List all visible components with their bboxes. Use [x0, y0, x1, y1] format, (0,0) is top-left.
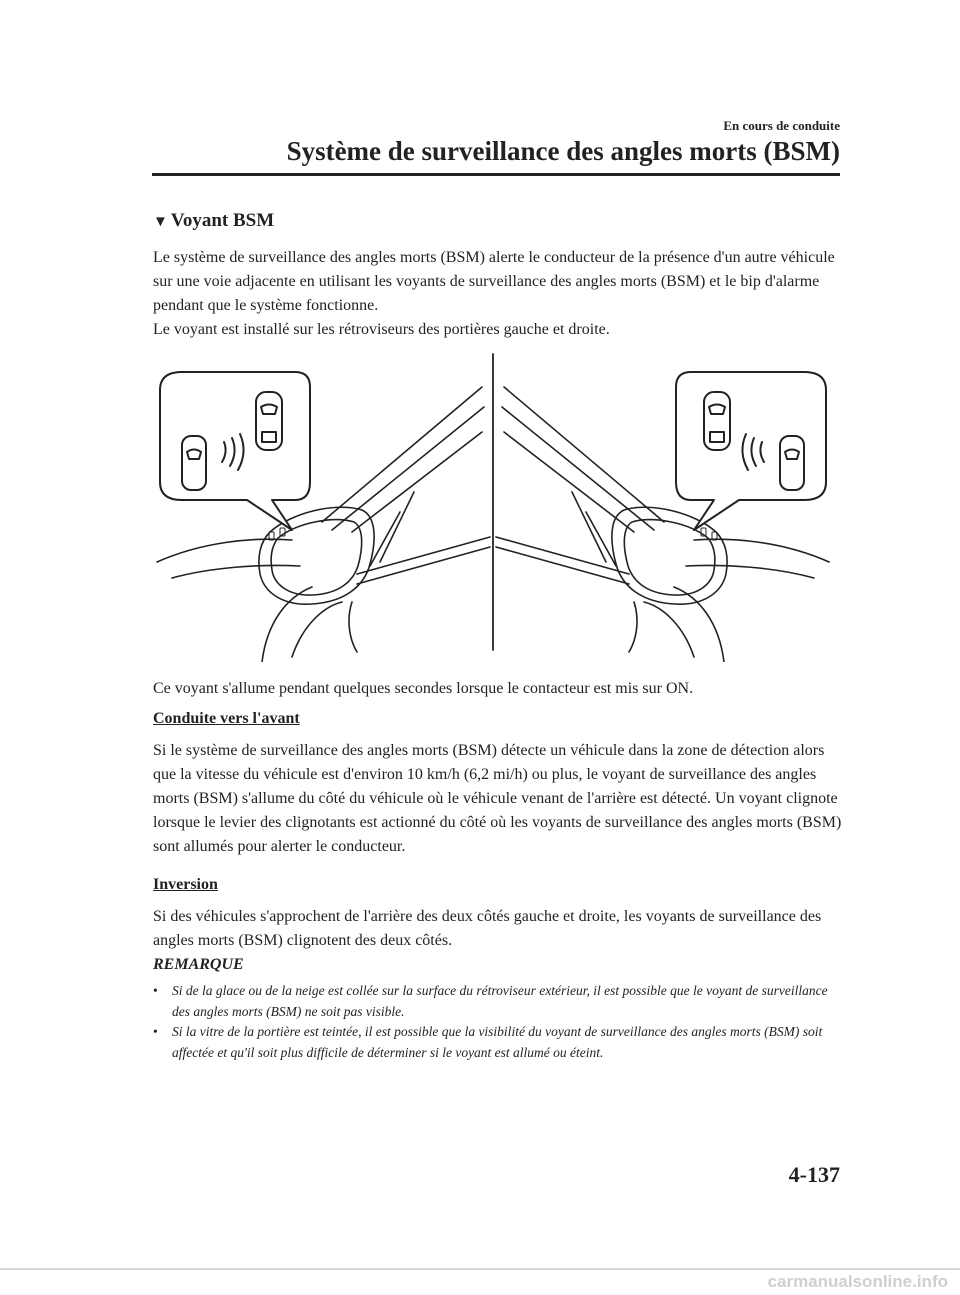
subsection-title: Voyant BSM	[170, 210, 275, 231]
note-item-2: • Si la vitre de la portière est teintée, il est possible que la visibilité du voyant de surveillance des angles morts (BSM) soit affectée et qu'il soit plus difficile de déterminer si le voyant est allumé ou éteint.	[153, 1021, 843, 1063]
left-mirror-view	[157, 372, 490, 662]
note-heading: REMARQUE	[153, 956, 244, 973]
right-mirror-view	[496, 372, 829, 662]
reverse-paragraph: Si des véhicules s'approchent de l'arrière des deux côtés gauche et droite, les voyants de surveillance des angles morts (BSM) clignotent des deux côtés.	[153, 908, 822, 949]
watermark-rule	[0, 1268, 960, 1270]
bullet-icon: •	[153, 983, 158, 998]
reverse-heading: Inversion	[153, 876, 218, 893]
page-title: Système de surveillance des angles morts (BSM)	[286, 136, 840, 166]
forward-heading: Conduite vers l'avant	[153, 710, 300, 727]
subsection-heading	[153, 210, 274, 232]
watermark: carmanualsonline.info	[767, 1272, 948, 1291]
triangle-marker-icon: ▼	[153, 214, 168, 230]
note-item-1: • Si de la glace ou de la neige est collée sur la surface du rétroviseur extérieur, il est possible que le voyant de surveillance des angles morts (BSM) ne soit pas visible.	[153, 980, 843, 1022]
intro-paragraph	[153, 246, 843, 342]
intro-text-2: Le voyant est installé sur les rétroviseurs des portières gauche et droite.	[153, 321, 610, 338]
bsm-mirror-figure	[152, 352, 832, 662]
intro-text-1: Le système de surveillance des angles morts (BSM) alerte le conducteur de la présence d'un autre véhicule sur une voie adjacente en utilisant les voyants de surveillance des angles morts (BSM) et le bip d'alarme pendant que le système fonctionne.	[153, 249, 835, 314]
forward-paragraph: Si le système de surveillance des angles morts (BSM) détecte un véhicule dans la zone de détection alors que la vitesse du véhicule est d'environ 10 km/h (6,2 mi/h) ou plus, le voyant de surveillance des angles morts (BSM) s'allume du côté du véhicule où le véhicule venant de l'arrière est détecté. Un voyant clignote lorsque le levier des clignotants est actionné du côté où les voyants de surveillance des angles morts (BSM) sont allumés pour alerter le conducteur.	[153, 742, 842, 855]
title-rule	[152, 173, 840, 176]
page-number: 4-137	[788, 1162, 840, 1187]
bullet-icon: •	[153, 1024, 158, 1039]
section-label: En cours de conduite	[723, 118, 840, 133]
after-figure-text: Ce voyant s'allume pendant quelques secondes lorsque le contacteur est mis sur ON.	[153, 680, 694, 697]
left-pillar-line	[322, 387, 482, 522]
